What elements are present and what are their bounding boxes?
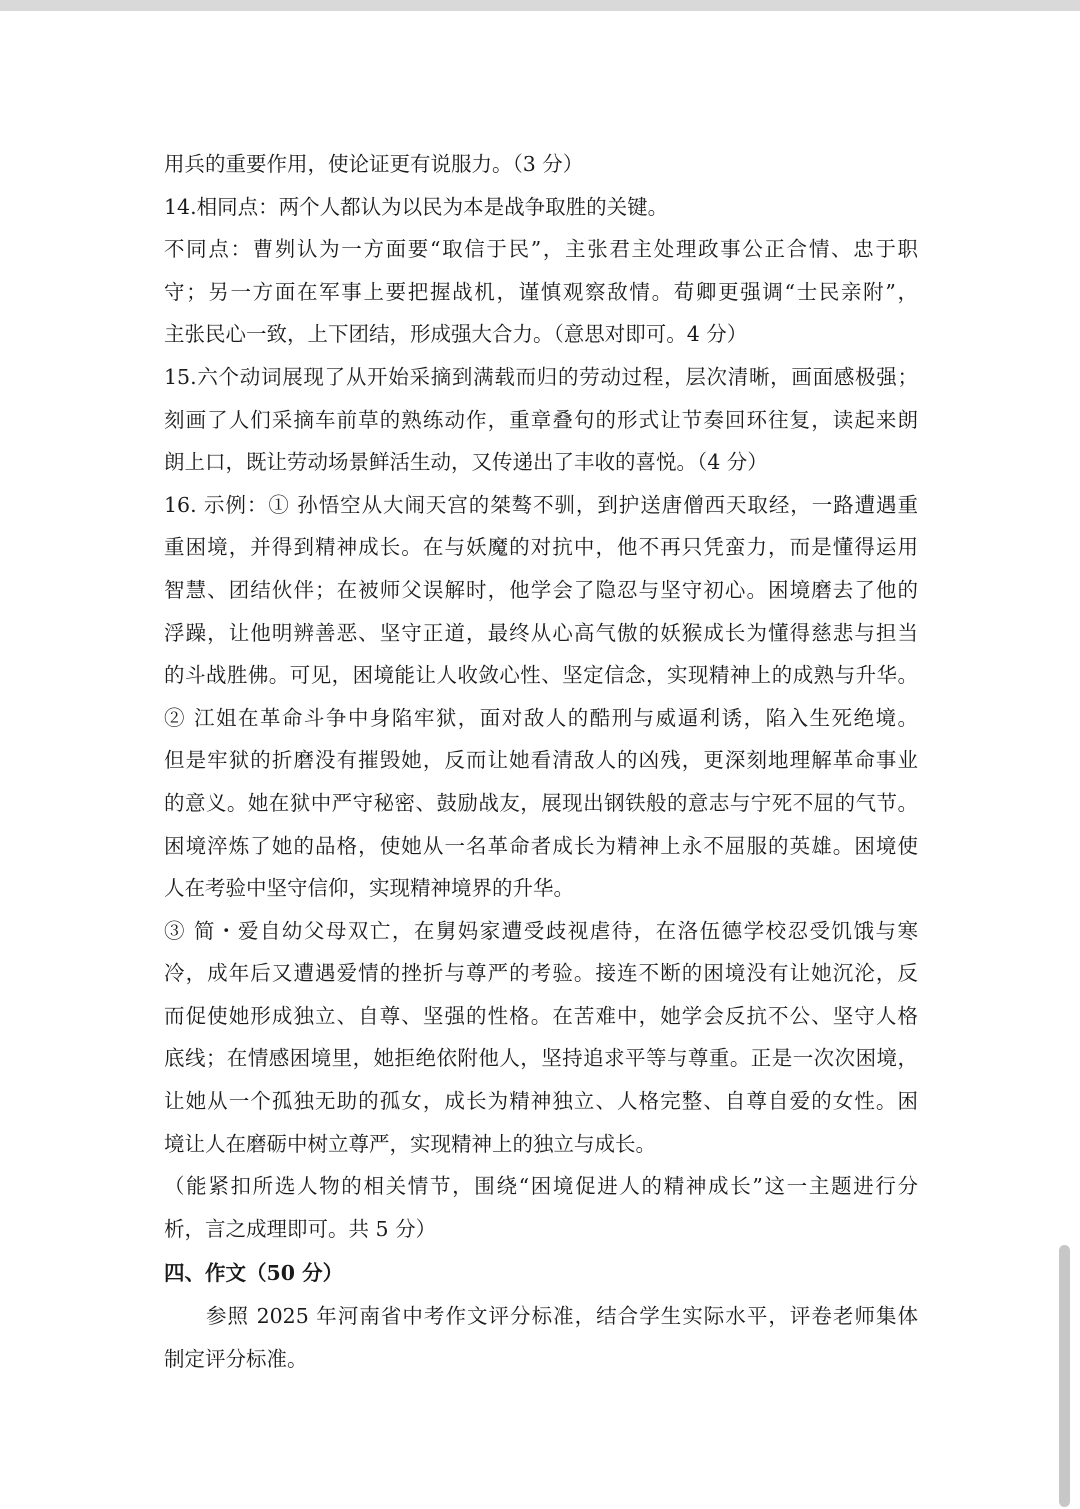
answer-16-line: 境让人在磨砺中树立尊严，实现精神上的独立与成长。 — [164, 1131, 656, 1156]
answer-16-line: 人在考验中坚守信仰，实现精神境界的升华。 — [164, 876, 574, 901]
answer-16-example-2 — [164, 697, 918, 910]
answer-14-line: 14.相同点：两个人都认为以民为本是战争取胜的关键。 — [164, 194, 669, 219]
answer-16-scoring-note — [164, 1165, 918, 1250]
answer-15-line: 15.六个动词展现了从开始采摘到满载而归的劳动过程，层次清晰，画面感极强； — [164, 364, 918, 389]
top-edge-strip — [0, 0, 1080, 11]
vertical-scrollbar-thumb[interactable] — [1059, 1245, 1070, 1507]
answer-key-page — [164, 143, 918, 1380]
answer-15-line: 刻画了人们采摘车前草的熟练动作，重章叠句的形式让节奏回环往复，读起来朗 — [164, 407, 918, 432]
answer-16-line: 但是牢狱的折磨没有摧毁她，反而让她看清敌人的凶残，更深刻地理解革命事业 — [164, 748, 918, 773]
answer-14-line: 不同点：曹刿认为一方面要“取信于民”，主张君主处理政事公正合情、忠于职 — [164, 237, 918, 262]
section-4-heading: 四、作文（50 分） — [164, 1261, 344, 1286]
answer-16-example-3 — [164, 910, 918, 1166]
section-4-body-line: 制定评分标准。 — [164, 1346, 308, 1371]
answer-16-example-1 — [164, 484, 918, 697]
answer-13-tail — [164, 143, 918, 186]
answer-14-line: 主张民心一致，上下团结，形成强大合力。（意思对即可。4 分） — [164, 322, 748, 347]
answer-16-line: 智慧、团结伙伴；在被师父误解时，他学会了隐忍与坚守初心。困境磨去了他的 — [164, 577, 918, 602]
answer-16-line: 的意义。她在狱中严守秘密、鼓励战友，展现出钢铁般的意志与宁死不屈的气节。 — [164, 790, 918, 815]
answer-16-line: 底线；在情感困境里，她拒绝依附他人，坚持追求平等与尊重。正是一次次困境， — [164, 1046, 918, 1071]
answer-16-line: ③ 简・爱自幼父母双亡，在舅妈家遭受歧视虐待，在洛伍德学校忍受饥饿与寒 — [164, 918, 918, 943]
answer-16-line: 的斗战胜佛。可见，困境能让人收敛心性、坚定信念，实现精神上的成熟与升华。 — [164, 663, 918, 688]
scoring-note-line: 析，言之成理即可。共 5 分） — [164, 1216, 437, 1241]
answer-16-line: 冷，成年后又遭遇爱情的挫折与尊严的考验。接连不断的困境没有让她沉沦，反 — [164, 961, 918, 986]
section-4-body-line: 参照 2025 年河南省中考作文评分标准，结合学生实际水平，评卷老师集体 — [206, 1304, 918, 1329]
answer-16-line: 困境淬炼了她的品格，使她从一名革命者成长为精神上永不屈服的英雄。困境使 — [164, 833, 918, 858]
scoring-note-line: （能紧扣所选人物的相关情节，围绕“困境促进人的精神成长”这一主题进行分 — [164, 1174, 918, 1199]
answer-16-line: 而促使她形成独立、自尊、坚强的性格。在苦难中，她学会反抗不公、坚守人格 — [164, 1003, 918, 1028]
answer-14 — [164, 186, 918, 356]
answer-16-line: 浮躁，让他明辨善恶、坚守正道，最终从心高气傲的妖猴成长为懂得慈悲与担当 — [164, 620, 918, 645]
answer-15-line: 朗上口，既让劳动场景鲜活生动，又传递出了丰收的喜悦。（4 分） — [164, 450, 768, 475]
answer-13-line: 用兵的重要作用，使论证更有说服力。（3 分） — [164, 152, 584, 176]
answer-15 — [164, 356, 918, 484]
answer-16-line: 让她从一个孤独无助的孤女，成长为精神独立、人格完整、自尊自爱的女性。困 — [164, 1089, 918, 1114]
answer-16-line: 重困境，并得到精神成长。在与妖魔的对抗中，他不再只凭蛮力，而是懂得运用 — [164, 535, 918, 560]
answer-14-line: 守；另一方面在军事上要把握战机，谨慎观察敌情。荀卿更强调“士民亲附”， — [164, 279, 918, 304]
answer-16-line: 16. 示例：① 孙悟空从大闹天宫的桀骜不驯，到护送唐僧西天取经，一路遭遇重 — [164, 492, 918, 517]
section-4-composition — [164, 1252, 918, 1380]
answer-16-line: ② 江姐在革命斗争中身陷牢狱，面对敌人的酷刑与威逼利诱，陷入生死绝境。 — [164, 705, 918, 730]
